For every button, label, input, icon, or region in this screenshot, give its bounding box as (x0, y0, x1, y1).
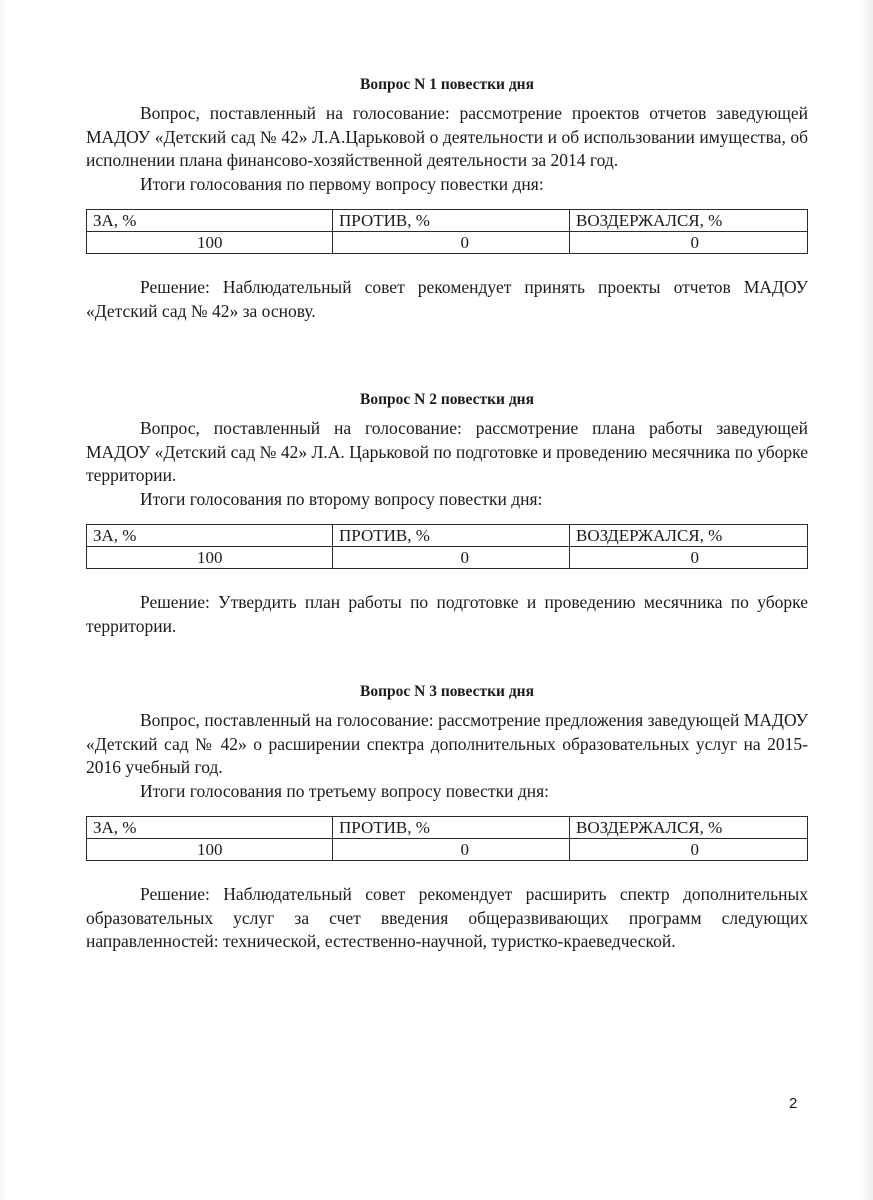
question-2-results-intro: Итоги голосования по второму вопросу повестки дня: (140, 488, 543, 509)
table-header-row (87, 817, 808, 839)
header-against: ПРОТИВ, % (333, 525, 570, 547)
question-2-vote-table (86, 524, 808, 569)
question-1-section (86, 76, 808, 323)
question-3-vote-table (86, 816, 808, 861)
header-against: ПРОТИВ, % (333, 817, 570, 839)
value-abstained: 0 (570, 232, 808, 254)
table-header-row (87, 525, 808, 547)
page-number: 2 (789, 1095, 798, 1112)
header-for: ЗА, % (87, 525, 333, 547)
value-against: 0 (333, 839, 570, 861)
table-row (87, 547, 808, 569)
question-1-text: Вопрос, поставленный на голосование: рассмотрение проектов отчетов заведующей МАДОУ «Детский сад № 42» Л.А.Царьковой о деятельности и об использовании имущества, об исполнении плана финансово-хозяйственной деятельности за 2014 год. (86, 103, 808, 170)
question-1-results-intro: Итоги голосования по первому вопросу повестки дня: (140, 173, 544, 194)
question-2-heading: Вопрос N 2 повестки дня (360, 391, 534, 408)
question-2-decision: Решение: Утвердить план работы по подготовке и проведению месячника по уборке территории. (86, 592, 808, 636)
table-row (87, 839, 808, 861)
header-against: ПРОТИВ, % (333, 210, 570, 232)
question-3-text: Вопрос, поставленный на голосование: рассмотрение предложения заведующей МАДОУ «Детский сад № 42» о расширении спектра дополнительных образовательных услуг на 2015-2016 учебный год. (86, 710, 808, 777)
question-2-text: Вопрос, поставленный на голосование: рассмотрение плана работы заведующей МАДОУ «Детский сад № 42» Л.А. Царьковой по подготовке и проведению месячника по уборке территории. (86, 418, 808, 485)
question-1-decision: Решение: Наблюдательный совет рекомендует принять проекты отчетов МАДОУ «Детский сад № 42» за основу. (86, 277, 808, 321)
question-1-vote-table (86, 209, 808, 254)
value-abstained: 0 (570, 547, 808, 569)
header-abstained: ВОЗДЕРЖАЛСЯ, % (570, 210, 808, 232)
question-3-heading: Вопрос N 3 повестки дня (360, 683, 534, 700)
header-abstained: ВОЗДЕРЖАЛСЯ, % (570, 525, 808, 547)
question-1-heading: Вопрос N 1 повестки дня (360, 76, 534, 93)
question-3-decision: Решение: Наблюдательный совет рекомендует расширить спектр дополнительных образовательных услуг за счет введения общеразвивающих программ следующих направленностей: технической, естественно-научной, туристко-краеведческой. (86, 884, 808, 951)
question-2-section (86, 391, 808, 638)
value-for: 100 (87, 232, 333, 254)
header-abstained: ВОЗДЕРЖАЛСЯ, % (570, 817, 808, 839)
header-for: ЗА, % (87, 210, 333, 232)
question-3-results-intro: Итоги голосования по третьему вопросу повестки дня: (140, 780, 550, 801)
question-3-section (86, 683, 808, 954)
value-abstained: 0 (570, 839, 808, 861)
table-row (87, 232, 808, 254)
header-for: ЗА, % (87, 817, 333, 839)
table-header-row (87, 210, 808, 232)
value-for: 100 (87, 547, 333, 569)
value-against: 0 (333, 232, 570, 254)
value-for: 100 (87, 839, 333, 861)
value-against: 0 (333, 547, 570, 569)
